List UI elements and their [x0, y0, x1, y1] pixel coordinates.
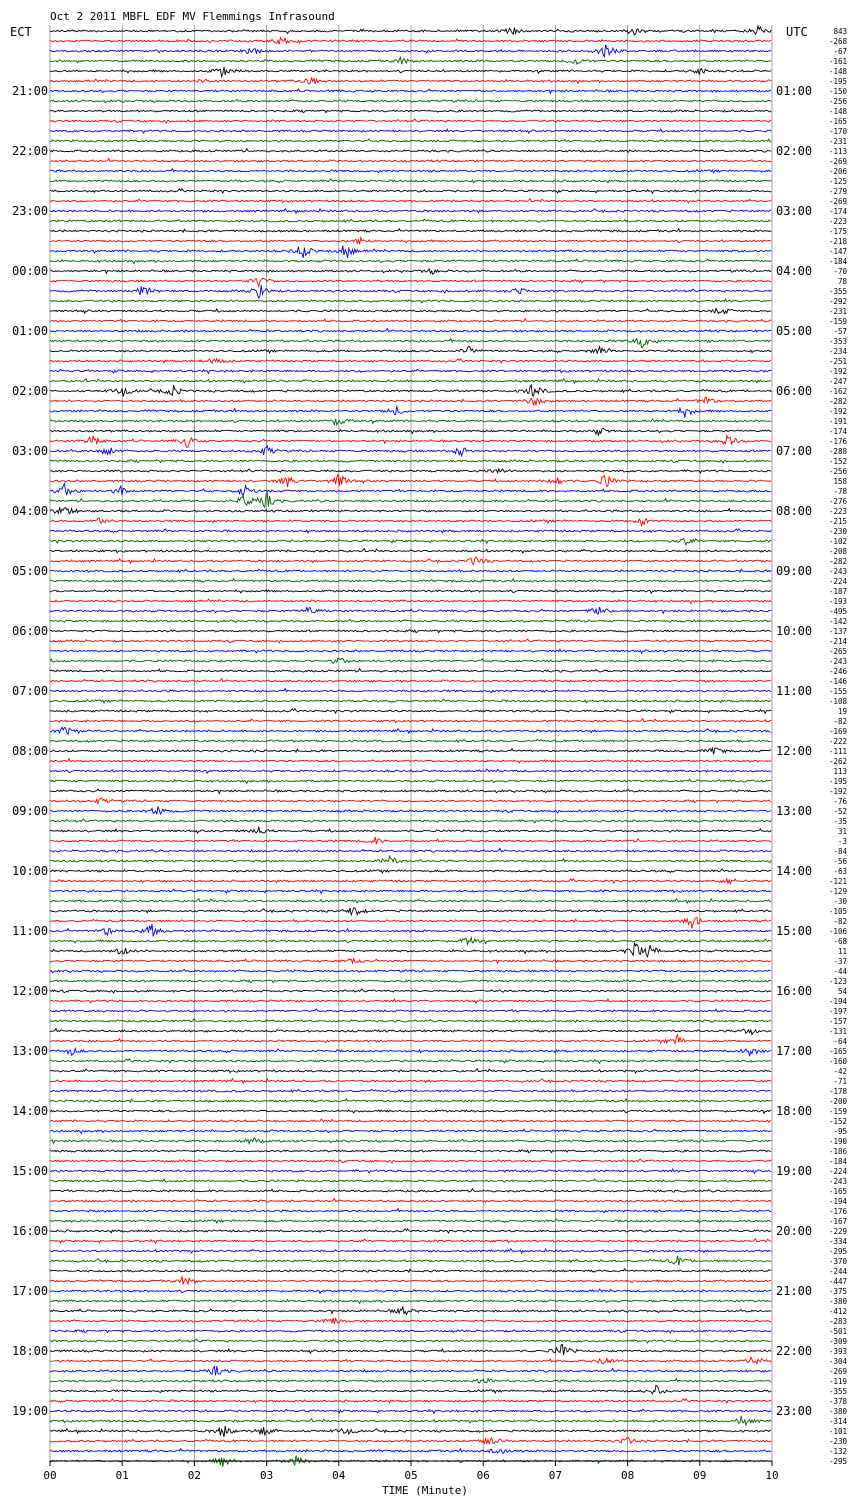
hour-label-left: 10:00 [12, 864, 49, 878]
trace-offset-label: -304 [828, 1357, 847, 1366]
trace-offset-label: -101 [828, 1427, 847, 1436]
trace-offset-label: -3 [837, 837, 847, 846]
hour-label-left: 17:00 [12, 1284, 49, 1298]
hour-label-left: 00:00 [12, 264, 49, 278]
trace-offset-label: -187 [828, 587, 847, 596]
trace-offset-labels [829, 27, 848, 1466]
hour-label-right: 08:00 [776, 504, 813, 518]
trace-offset-label: -256 [828, 97, 847, 106]
trace-offset-label: -214 [828, 637, 847, 646]
hour-label-left: 19:00 [12, 1404, 49, 1418]
trace-offset-label: -193 [828, 597, 847, 606]
trace-offset-label: -355 [828, 287, 847, 296]
hour-label-left: 03:00 [12, 444, 49, 458]
trace-offset-label: -76 [833, 797, 847, 806]
trace-offset-label: -234 [828, 347, 847, 356]
trace-offset-label: -35 [833, 817, 847, 826]
trace-offset-label: 19 [837, 707, 847, 716]
trace-offset-label: -243 [828, 1177, 847, 1186]
trace-offset-label: -197 [828, 1007, 847, 1016]
trace-offset-label: -162 [828, 387, 847, 396]
x-tick-label: 05 [404, 1469, 418, 1482]
trace-offset-label: -230 [828, 527, 847, 536]
trace-offset-label: -67 [833, 47, 847, 56]
hour-label-right: 01:00 [776, 84, 813, 98]
hour-label-right: 14:00 [776, 864, 813, 878]
hour-label-right: 16:00 [776, 984, 813, 998]
trace-offset-label: -370 [828, 1257, 847, 1266]
hour-label-left: 12:00 [12, 984, 49, 998]
trace-offset-label: -295 [828, 1457, 847, 1466]
trace-offset-label: -247 [828, 377, 847, 386]
trace-offset-label: -95 [833, 1127, 847, 1136]
trace-offset-label: -208 [828, 547, 847, 556]
trace-offset-label: -229 [828, 1227, 847, 1236]
x-tick-label: 07 [548, 1469, 563, 1482]
trace-offset-label: -276 [828, 497, 847, 506]
hour-label-left: 05:00 [12, 564, 49, 578]
trace-offset-label: -184 [828, 257, 847, 266]
x-axis-label: TIME (Minute) [381, 1484, 469, 1497]
trace-offset-label: -380 [828, 1407, 847, 1416]
trace-offset-label: -246 [828, 667, 847, 676]
trace-offset-label: 31 [837, 827, 847, 836]
trace-offset-label: 113 [833, 767, 847, 776]
trace-offset-label: -375 [828, 1287, 847, 1296]
trace-offset-label: -186 [828, 1147, 847, 1156]
trace-offset-label: -288 [828, 447, 847, 456]
trace-offset-label: -268 [828, 37, 847, 46]
trace-offset-label: -111 [828, 747, 847, 756]
hour-label-left: 23:00 [12, 204, 49, 218]
hour-label-left: 01:00 [12, 324, 49, 338]
trace-offset-label: -113 [828, 147, 847, 156]
trace-offset-label: -125 [828, 177, 847, 186]
trace-offset-label: 54 [837, 987, 847, 996]
trace-offset-label: -282 [828, 557, 847, 566]
hour-label-left: 02:00 [12, 384, 49, 398]
trace-offset-label: -170 [828, 127, 847, 136]
hour-label-left: 14:00 [12, 1104, 49, 1118]
trace-offset-label: -269 [828, 157, 847, 166]
trace-offset-label: -412 [828, 1307, 847, 1316]
trace-offset-label: -148 [828, 67, 847, 76]
trace-offset-label: -146 [828, 677, 847, 686]
trace-offset-label: -175 [828, 227, 847, 236]
trace-offset-label: -119 [828, 1377, 847, 1386]
x-tick-label: 02 [187, 1469, 202, 1482]
trace-offset-label: -224 [828, 577, 847, 586]
trace-offset-label: -243 [828, 567, 847, 576]
hour-label-right: 06:00 [776, 384, 813, 398]
trace-offset-label: -223 [828, 507, 847, 516]
hour-label-left: 13:00 [12, 1044, 49, 1058]
trace-offset-label: -131 [828, 1027, 847, 1036]
trace-offset-label: -251 [828, 357, 847, 366]
trace-offset-label: -155 [828, 687, 847, 696]
trace-offset-label: -269 [828, 197, 847, 206]
hour-label-right: 19:00 [776, 1164, 813, 1178]
trace-offset-label: -378 [828, 1397, 847, 1406]
trace-offset-label: -184 [828, 1157, 847, 1166]
hour-label-right: 18:00 [776, 1104, 813, 1118]
hour-label-right: 05:00 [776, 324, 813, 338]
hour-label-left: 06:00 [12, 624, 49, 638]
trace-offset-label: -78 [833, 487, 847, 496]
trace-offset-label: -174 [828, 207, 847, 216]
trace-offset-label: -161 [828, 57, 847, 66]
trace-offset-label: -176 [828, 1207, 847, 1216]
trace-offset-label: -84 [833, 847, 847, 856]
trace-offset-label: -68 [833, 937, 847, 946]
trace-offset-label: -256 [828, 467, 847, 476]
trace-offset-label: 11 [837, 947, 847, 956]
x-tick-label: 10 [765, 1469, 779, 1482]
trace-offset-label: -309 [828, 1337, 847, 1346]
trace-offset-label: -167 [828, 1217, 847, 1226]
trace-offset-label: -152 [828, 457, 847, 466]
trace-offset-label: -269 [828, 1367, 847, 1376]
trace-offset-label: -231 [828, 137, 847, 146]
hour-label-right: 15:00 [776, 924, 813, 938]
trace-offset-label: -195 [828, 777, 847, 786]
hour-label-left: 09:00 [12, 804, 49, 818]
left-axis-label: ECT [10, 25, 32, 39]
trace-offset-label: -137 [828, 627, 847, 636]
trace-offset-label: -169 [828, 727, 847, 736]
trace-offset-label: -265 [828, 647, 847, 656]
trace-offset-label: -393 [828, 1347, 847, 1356]
trace-offset-label: -57 [833, 327, 847, 336]
trace-offset-label: -200 [828, 1097, 847, 1106]
trace-offset-label: -165 [828, 1187, 847, 1196]
hour-label-left: 08:00 [12, 744, 49, 758]
trace-offset-label: -206 [828, 167, 847, 176]
hour-label-right: 22:00 [776, 1344, 813, 1358]
trace-offset-label: -64 [833, 1037, 847, 1046]
trace-offset-label: -192 [828, 367, 847, 376]
trace-offset-label: -495 [828, 607, 847, 616]
chart-title: Oct 2 2011 MBFL EDF MV Flemmings Infrasound [50, 10, 335, 23]
x-tick-label: 00 [43, 1469, 57, 1482]
trace-offset-label: -105 [828, 907, 847, 916]
x-tick-label: 09 [693, 1469, 707, 1482]
hour-label-right: 07:00 [776, 444, 813, 458]
x-tick-label: 04 [332, 1469, 346, 1482]
hour-label-right: 11:00 [776, 684, 813, 698]
trace-offset-label: -218 [828, 237, 847, 246]
trace-offset-label: -192 [828, 787, 847, 796]
hour-label-left: 21:00 [12, 84, 49, 98]
trace-offset-label: -106 [828, 927, 847, 936]
trace-offset-label: -194 [828, 997, 847, 1006]
trace-offset-label: -190 [828, 1137, 847, 1146]
trace-offset-label: -447 [828, 1277, 847, 1286]
hour-label-right: 23:00 [776, 1404, 813, 1418]
trace-offset-label: -355 [828, 1387, 847, 1396]
hour-label-right: 20:00 [776, 1224, 813, 1238]
x-tick-label: 08 [620, 1469, 635, 1482]
trace-offset-label: -71 [833, 1077, 847, 1086]
trace-offset-label: -42 [833, 1067, 847, 1076]
trace-offset-label: 158 [833, 477, 847, 486]
trace-offset-label: -178 [828, 1087, 847, 1096]
right-axis-label: UTC [786, 25, 808, 39]
trace-offset-label: -165 [828, 117, 847, 126]
trace-offset-label: -262 [828, 757, 847, 766]
hour-label-left: 07:00 [12, 684, 49, 698]
trace-offset-label: -231 [828, 307, 847, 316]
trace-offset-label: -147 [828, 247, 847, 256]
hour-label-left: 16:00 [12, 1224, 49, 1238]
trace-offset-label: -70 [833, 267, 847, 276]
trace-offset-label: -353 [828, 337, 847, 346]
trace-offset-label: -123 [828, 977, 847, 986]
trace-offset-label: -222 [828, 737, 847, 746]
hour-label-right: 12:00 [776, 744, 813, 758]
trace-offset-label: -223 [828, 217, 847, 226]
trace-offset-label: -215 [828, 517, 847, 526]
trace-offset-label: -52 [833, 807, 847, 816]
trace-offset-label: -157 [828, 1017, 847, 1026]
trace-offset-label: -334 [828, 1237, 847, 1246]
trace-offset-label: -82 [833, 717, 847, 726]
trace-offset-label: -224 [828, 1167, 847, 1176]
trace-offset-label: -176 [828, 437, 847, 446]
trace-offset-label: -243 [828, 657, 847, 666]
trace-offset-label: -295 [828, 1247, 847, 1256]
trace-offset-label: 843 [833, 27, 847, 36]
hour-label-left: 11:00 [12, 924, 49, 938]
trace-offset-label: -282 [828, 397, 847, 406]
trace-offset-label: -159 [828, 317, 847, 326]
hour-label-left: 04:00 [12, 504, 49, 518]
trace-offset-label: -148 [828, 107, 847, 116]
trace-offset-label: -102 [828, 537, 847, 546]
x-tick-label: 03 [259, 1469, 274, 1482]
trace-offset-label: -230 [828, 1437, 847, 1446]
trace-offset-label: -63 [833, 867, 847, 876]
trace-offset-label: -37 [833, 957, 847, 966]
hour-label-right: 02:00 [776, 144, 813, 158]
trace-offset-label: -380 [828, 1297, 847, 1306]
trace-offset-label: 78 [837, 277, 847, 286]
trace-offset-label: -279 [828, 187, 847, 196]
trace-offset-label: -56 [833, 857, 847, 866]
trace-offset-label: -192 [828, 407, 847, 416]
hour-label-right: 10:00 [776, 624, 813, 638]
trace-offset-label: -292 [828, 297, 847, 306]
trace-offset-label: -121 [828, 877, 847, 886]
trace-offset-label: -165 [828, 1047, 847, 1056]
trace-offset-label: -314 [828, 1417, 847, 1426]
trace-offset-label: -82 [833, 917, 847, 926]
hour-label-right: 21:00 [776, 1284, 813, 1298]
trace-offset-label: -159 [828, 1107, 847, 1116]
trace-offset-label: -152 [828, 1117, 847, 1126]
hour-label-left: 22:00 [12, 144, 49, 158]
hour-label-right: 13:00 [776, 804, 813, 818]
trace-offset-label: -132 [828, 1447, 847, 1456]
trace-offset-label: -501 [828, 1327, 847, 1336]
trace-offset-label: -142 [828, 617, 847, 626]
hour-label-right: 04:00 [776, 264, 813, 278]
x-tick-label: 01 [115, 1469, 129, 1482]
trace-offset-label: -108 [828, 697, 847, 706]
trace-offset-label: -129 [828, 887, 847, 896]
x-tick-label: 06 [476, 1469, 490, 1482]
trace-offset-label: -30 [833, 897, 847, 906]
hour-label-right: 03:00 [776, 204, 813, 218]
hour-label-left: 18:00 [12, 1344, 49, 1358]
trace-offset-label: -194 [828, 1197, 847, 1206]
trace-offset-label: -244 [828, 1267, 847, 1276]
trace-offset-label: -174 [828, 427, 847, 436]
hour-label-left: 15:00 [12, 1164, 49, 1178]
hour-label-right: 17:00 [776, 1044, 813, 1058]
trace-offset-label: -283 [828, 1317, 847, 1326]
trace-offset-label: -160 [828, 1057, 847, 1066]
trace-offset-label: -191 [828, 417, 847, 426]
trace-offset-label: -195 [828, 77, 847, 86]
trace-offset-label: -44 [833, 967, 847, 976]
trace-offset-label: -150 [828, 87, 847, 96]
hour-label-right: 09:00 [776, 564, 813, 578]
